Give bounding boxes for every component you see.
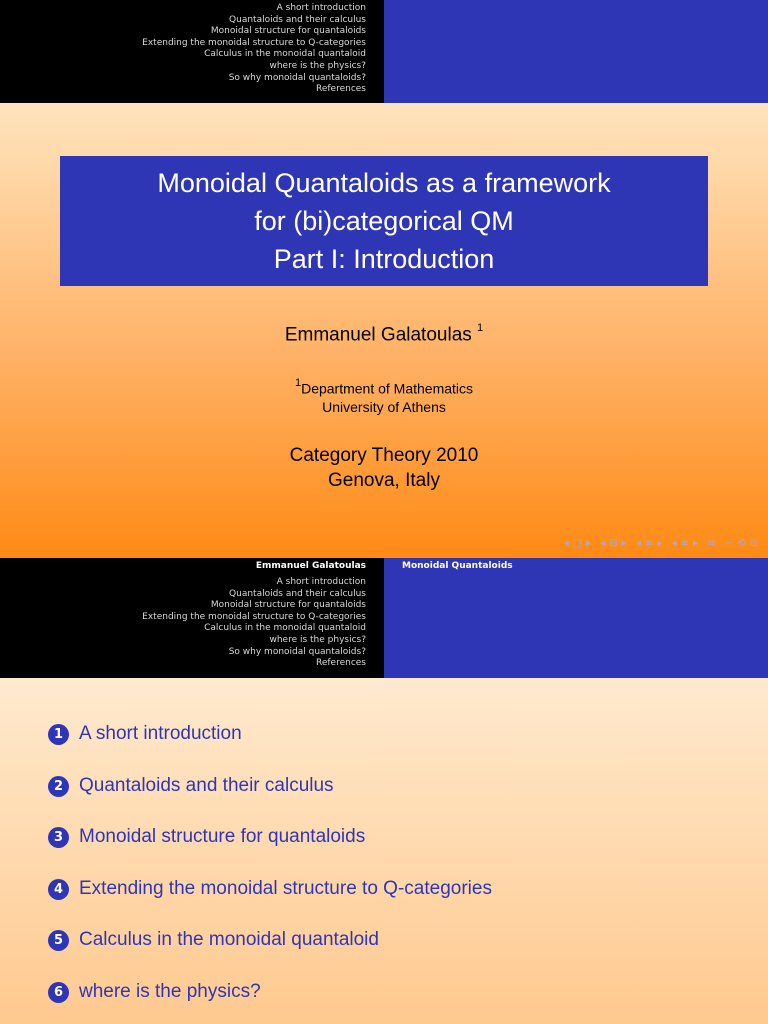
header-right-panel [384, 0, 768, 103]
outline-number-badge: 1 [48, 724, 69, 745]
outline-number-badge: 3 [48, 827, 69, 848]
header-toc-item[interactable]: A short introduction [276, 3, 366, 13]
nav-next-icon[interactable]: ▸ [586, 538, 594, 549]
title-line: Part I: Introduction [273, 244, 495, 274]
outline-item[interactable] [48, 876, 492, 902]
outline-item[interactable] [48, 721, 242, 747]
header-toc-item[interactable]: Calculus in the monoidal quantaloid [204, 49, 366, 60]
author-name: Emmanuel Galatoulas [284, 324, 472, 346]
header-short-title: Monoidal Quantaloids [402, 561, 513, 571]
author-footnote-mark: 1 [477, 322, 484, 334]
header-toc-item[interactable]: Monoidal structure for quantaloids [210, 26, 366, 37]
outline-item[interactable] [48, 927, 379, 953]
outline-item-label: A short introduction [79, 723, 242, 744]
outline-item-label: Monoidal structure for quantaloids [79, 826, 366, 847]
header-toc-item[interactable]: References [315, 84, 366, 95]
nav-subsection-icon[interactable]: ⊟ [609, 538, 620, 549]
header-toc-item[interactable]: where is the physics? [269, 60, 366, 71]
institute-department: Department of Mathematics [301, 380, 474, 397]
outline-number-badge: 4 [48, 879, 69, 900]
conference-location: Genova, Italy [328, 470, 440, 491]
header-toc-item[interactable]: where is the physics? [269, 634, 366, 645]
institute [0, 376, 768, 416]
header-left-panel [0, 0, 384, 103]
nav-prev-icon[interactable]: ◂ [635, 538, 643, 549]
conference-name: Category Theory 2010 [289, 445, 479, 466]
header-toc-item[interactable]: So why monoidal quantaloids? [228, 72, 366, 83]
nav-prev-icon[interactable]: ◂ [671, 538, 679, 549]
header-toc-item[interactable]: So why monoidal quantaloids? [228, 646, 366, 657]
institute-university: University of Athens [322, 398, 446, 415]
nav-search-icon[interactable]: ⊙ [749, 538, 760, 549]
header-toc-item[interactable]: Quantaloids and their calculus [229, 588, 366, 599]
outline-number-badge: 6 [48, 982, 69, 1003]
institute-footnote-mark: 1 [294, 377, 302, 389]
header-toc [142, 577, 366, 670]
header-toc-item[interactable]: References [315, 658, 366, 669]
title-box [60, 156, 708, 286]
nav-align-icon[interactable]: ≡ [707, 538, 718, 549]
nav-next-icon[interactable]: ▸ [693, 538, 701, 549]
title-line: for (bi)categorical QM [254, 206, 514, 236]
nav-next-icon[interactable]: ▸ [621, 538, 629, 549]
header-toc [142, 3, 366, 96]
outline-item-label: Extending the monoidal structure to Q-categories [79, 878, 492, 899]
nav-back-icon[interactable]: ∽ [724, 538, 736, 549]
header-toc-item[interactable]: A short introduction [276, 577, 366, 587]
beamer-navigation-bar [562, 538, 760, 549]
nav-undo-icon[interactable]: ⟲ [737, 538, 748, 549]
outline-item[interactable] [48, 773, 334, 799]
outline-item-label: Quantaloids and their calculus [79, 775, 334, 796]
header-author: Emmanuel Galatoulas [255, 561, 366, 571]
header-right-panel [384, 558, 768, 678]
header-left-panel [0, 558, 384, 678]
title-line: Monoidal Quantaloids as a framework [157, 168, 611, 198]
nav-document-icon[interactable]: ≡ [680, 538, 692, 549]
header-toc-item[interactable]: Quantaloids and their calculus [229, 14, 366, 25]
header-toc-item[interactable]: Monoidal structure for quantaloids [210, 600, 366, 611]
header-toc-item[interactable]: Extending the monoidal structure to Q-categories [142, 37, 366, 48]
outline-item-label: where is the physics? [79, 981, 261, 1002]
nav-prev-icon[interactable]: ◂ [563, 538, 571, 549]
author [0, 324, 768, 346]
header-toc-item[interactable]: Extending the monoidal structure to Q-categories [142, 611, 366, 622]
header-toc-item[interactable]: Calculus in the monoidal quantaloid [204, 623, 366, 634]
nav-section-icon[interactable]: ≡ [645, 538, 656, 549]
outline-slide [0, 558, 768, 1024]
outline-item-label: Calculus in the monoidal quantaloid [79, 929, 379, 950]
outline-item[interactable] [48, 824, 365, 850]
outline-number-badge: 2 [48, 776, 69, 797]
nav-prev-icon[interactable]: ◂ [600, 538, 608, 549]
conference [0, 443, 768, 493]
nav-frame-icon[interactable]: □ [572, 538, 585, 549]
outline-item[interactable] [48, 979, 261, 1005]
outline-number-badge: 5 [48, 930, 69, 951]
nav-next-icon[interactable]: ▸ [657, 538, 665, 549]
